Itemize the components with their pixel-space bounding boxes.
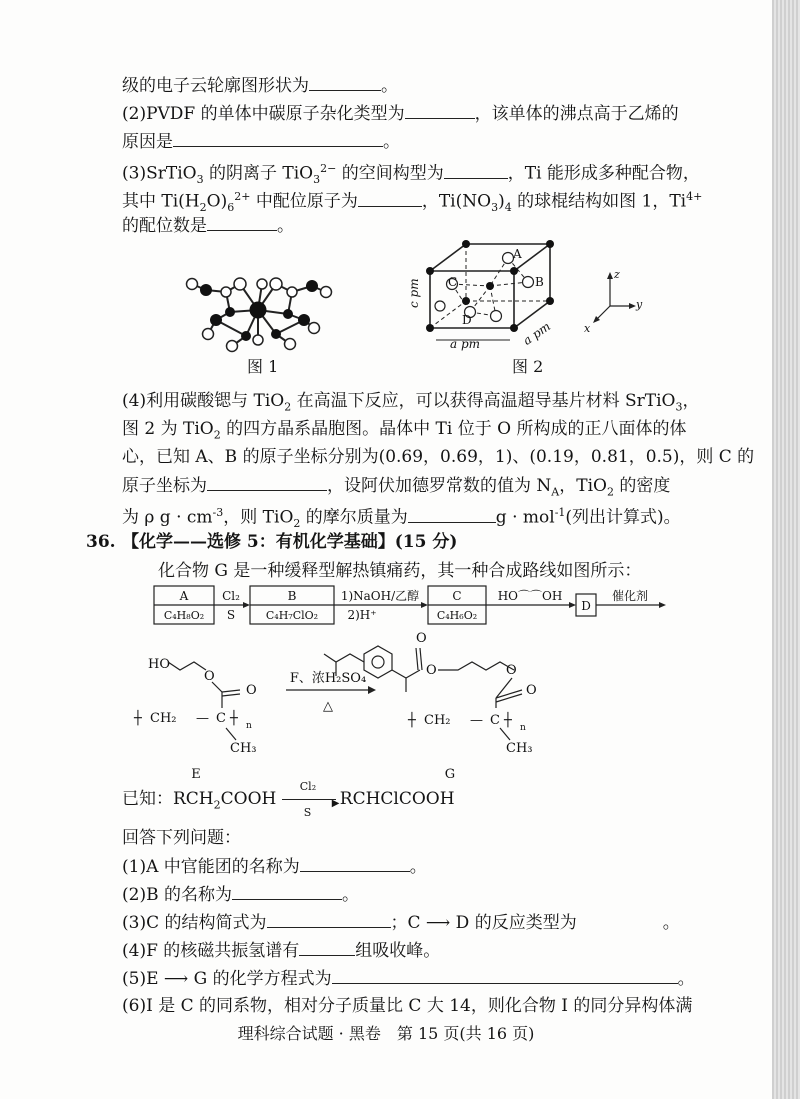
known-arrow-bottom: S xyxy=(303,805,312,819)
answer-blank xyxy=(358,190,422,207)
text: RCHClCOOH xyxy=(339,789,455,809)
answer-blank xyxy=(207,214,277,231)
part2-text: (2)PVDF 的单体中碳原子杂化类型为 xyxy=(122,104,405,124)
arrow5-heat: △ xyxy=(323,699,333,714)
known-arrow-head: ▶ xyxy=(331,797,340,809)
arrow5-head xyxy=(368,686,376,694)
text: 原子坐标为 xyxy=(122,476,207,496)
answer-blank xyxy=(309,74,381,91)
q35-part2-line2 xyxy=(122,130,400,153)
text: ；C ⟶ D 的反应类型为 xyxy=(390,913,577,933)
text: ，TiO xyxy=(559,476,607,496)
known-reaction-arrow xyxy=(282,779,340,819)
known-arrow-top: Cl₂ xyxy=(299,779,317,793)
text: 组吸收峰。 xyxy=(355,941,441,961)
e-label: E xyxy=(191,767,201,778)
sub: 3 xyxy=(675,400,683,414)
text: 中配位原子为 xyxy=(250,191,358,212)
text: ，设阿伏加德罗常数的值为 N xyxy=(327,476,552,496)
text: 的配位数是 xyxy=(122,216,207,236)
g-ester-oxygen-chain: O xyxy=(506,663,517,678)
scan-edge xyxy=(772,0,800,1099)
figure-2-unit-cell xyxy=(400,236,660,356)
text: 图 2 为 TiO xyxy=(122,419,214,439)
q35-part4-line1 xyxy=(122,390,700,418)
part2-text-b: ，该单体的沸点高于乙烯的 xyxy=(474,104,679,124)
compounds-e-g-structures xyxy=(120,628,660,778)
label-a-side: a pm xyxy=(520,319,554,348)
e-hydroxy-group: HO xyxy=(148,657,170,672)
subquestion-1 xyxy=(122,855,427,878)
known-reaction xyxy=(122,779,455,819)
sub: 2 xyxy=(284,400,292,414)
answer-blank xyxy=(299,939,355,956)
period: 。 xyxy=(341,885,359,905)
g-carbonyl-oxygen-upper: O xyxy=(416,631,427,646)
e-subscript-n: n xyxy=(246,721,252,731)
q35-part4-line2 xyxy=(122,418,686,446)
answer-blank xyxy=(232,883,342,900)
sub: A xyxy=(551,485,560,499)
axis-x-label: x xyxy=(584,322,591,335)
text: ) xyxy=(498,191,505,212)
compound-a-formula: C₄H₈O₂ xyxy=(163,609,205,622)
answer-blank xyxy=(207,474,327,491)
text: 的球棍结构如图 1，Ti xyxy=(511,191,687,212)
q35-part4-line3 xyxy=(122,446,754,468)
label-b: B xyxy=(535,275,544,289)
arrow1-reagent: Cl₂ xyxy=(222,589,240,603)
sub: 2 xyxy=(213,798,221,812)
sub: 2 xyxy=(606,485,614,499)
text: 的摩尔质量为 xyxy=(300,507,408,528)
period: 。 xyxy=(381,76,398,96)
g-carbonyl-oxygen-lower: O xyxy=(526,683,537,698)
question-36-intro: 化合物 G 是一种缓释型解热镇痛药，其一种合成路线如图所示： xyxy=(158,561,642,581)
sub: 3 xyxy=(313,173,321,187)
e-quaternary-carbon: C xyxy=(216,711,226,726)
sub: 3 xyxy=(491,201,499,215)
text: 的阴离子 TiO xyxy=(203,163,314,184)
text: (5)E ⟶ G 的化学方程式为 xyxy=(122,969,332,989)
text: g · mol xyxy=(495,507,555,528)
sub: 2 xyxy=(293,517,301,531)
sup: -3 xyxy=(212,506,224,519)
answer-blank xyxy=(332,967,678,984)
g-backbone-dash: — xyxy=(470,713,483,728)
arrow5-reagents: F、浓H₂SO₄ xyxy=(289,671,367,686)
answer-blank xyxy=(408,506,496,523)
orbital-text: 级的电子云轮廓图形状为 xyxy=(122,76,309,96)
text: ，Ti(NO xyxy=(421,191,492,212)
e-ester-oxygen: O xyxy=(204,669,215,684)
e-methyl: CH₃ xyxy=(230,741,257,756)
q35-line-orbital xyxy=(122,74,398,97)
period: 。 xyxy=(277,216,294,236)
e-carbonyl-oxygen: O xyxy=(246,683,257,698)
compound-b-label: B xyxy=(287,589,297,603)
answer-blank xyxy=(300,855,410,872)
sup: -1 xyxy=(554,506,566,519)
compound-d-label: D xyxy=(581,599,591,613)
sup: 2+ xyxy=(234,190,251,203)
period: 。 xyxy=(409,857,427,877)
subquestion-5 xyxy=(122,967,695,990)
period: 。 xyxy=(383,132,400,152)
label-a-bottom: a pm xyxy=(450,337,481,351)
period: 。 xyxy=(677,969,695,989)
arrow3-reagent: HO⌒⌒OH xyxy=(497,589,563,603)
text: (1)A 中官能团的名称为 xyxy=(122,857,300,877)
sup: 4+ xyxy=(686,190,703,203)
text: (3)SrTiO xyxy=(122,163,197,184)
text: 其中 Ti(H xyxy=(122,191,200,212)
arrow1-condition: S xyxy=(226,608,236,622)
label-c-edge: c pm xyxy=(407,278,421,308)
g-polymer-bracket-right: ┼ xyxy=(504,713,512,728)
q35-part3-line3 xyxy=(122,214,294,237)
known-arrow-shaft xyxy=(282,799,336,800)
text: (2)B 的名称为 xyxy=(122,885,232,905)
text: 为 ρ g · cm xyxy=(122,507,213,528)
text: ， xyxy=(682,391,700,411)
answer-blank xyxy=(173,130,383,147)
axis-z-label: z xyxy=(614,268,620,281)
arrow2-reagent: 1)NaOH/乙醇 xyxy=(340,589,420,603)
g-polymer-bracket-left: ┼ xyxy=(408,713,416,728)
text: 的空间构型为 xyxy=(336,163,444,184)
e-polymer-bracket-right: ┼ xyxy=(230,711,238,726)
sup: 2− xyxy=(320,162,337,175)
subquestion-2 xyxy=(122,883,359,906)
synthesis-route xyxy=(150,580,670,630)
g-ch2: CH₂ xyxy=(424,713,451,728)
page-footer: 理科综合试题 · 黑卷 第 15 页(共 16 页) xyxy=(237,1024,535,1043)
label-d: D xyxy=(462,313,472,327)
e-backbone-dash: — xyxy=(196,711,209,726)
text: (4)利用碳酸锶与 TiO xyxy=(122,391,285,411)
figure-1-ball-and-stick xyxy=(180,262,340,358)
g-label: G xyxy=(444,767,456,778)
text: 心，已知 A、B 的原子坐标分别为(0.69，0.69，1)、(0.19，0.81，0.5)，则 C 的 xyxy=(122,447,755,467)
g-subscript-n: n xyxy=(520,723,526,733)
g-ester-oxygen: O xyxy=(426,663,437,678)
text: ，Ti 能形成多种配合物， xyxy=(507,163,700,184)
text: O) xyxy=(206,191,228,212)
e-ch2: CH₂ xyxy=(150,711,177,726)
text: 的密度 xyxy=(613,476,671,496)
arrow2-condition: 2)H⁺ xyxy=(347,608,377,622)
sub: 2 xyxy=(213,428,221,442)
subquestion-3 xyxy=(122,911,680,934)
arrow4-catalyst: 催化剂 xyxy=(611,589,649,603)
answer-blank xyxy=(267,911,391,928)
text: COOH xyxy=(220,789,277,809)
question-36-number: 36. xyxy=(86,532,116,552)
answer-blank xyxy=(444,162,508,179)
sub: 6 xyxy=(227,201,235,215)
e-polymer-bracket-left: ┼ xyxy=(134,711,142,726)
figure-2-caption: 图 2 xyxy=(512,357,544,376)
compound-b-formula: C₄H₇ClO₂ xyxy=(265,609,319,622)
question-36-header: 【化学——选修 5：有机化学基础】(15 分) xyxy=(122,532,458,552)
label-c: C xyxy=(448,275,458,289)
subquestion-4 xyxy=(122,939,440,962)
text: 的四方晶系晶胞图。晶体中 Ti 位于 O 所构成的正八面体的体 xyxy=(220,419,687,439)
q35-part4-line4 xyxy=(122,474,670,503)
answer-intro: 回答下列问题： xyxy=(122,828,241,848)
compound-c-label: C xyxy=(452,589,462,603)
g-methyl: CH₃ xyxy=(506,741,533,756)
text: 在高温下反应，可以获得高温超导基片材料 SrTiO xyxy=(291,391,676,411)
text: (4)F 的核磁共振氢谱有 xyxy=(122,941,300,961)
text: ，则 TiO xyxy=(223,507,294,528)
compound-a-label: A xyxy=(179,589,189,603)
period: 。 xyxy=(662,913,680,933)
q35-part2-line1 xyxy=(122,102,679,125)
part2-reason: 原因是 xyxy=(122,132,173,152)
text: 已知：RCH xyxy=(122,789,214,809)
g-quaternary-carbon: C xyxy=(490,713,500,728)
answer-blank xyxy=(405,102,475,119)
label-a: A xyxy=(513,247,522,261)
text: (3)C 的结构简式为 xyxy=(122,913,267,933)
sub: 3 xyxy=(196,173,204,187)
compound-c-formula: C₄H₆O₂ xyxy=(436,609,478,622)
figure-1-caption: 图 1 xyxy=(247,357,279,376)
text: (列出计算式)。 xyxy=(565,507,681,528)
subquestion-6: (6)I 是 C 的同系物，相对分子质量比 C 大 14，则化合物 I 的同分异构体满 xyxy=(122,996,693,1016)
sub: 4 xyxy=(504,201,512,215)
answer-space xyxy=(577,912,663,928)
axis-y-label: y xyxy=(636,298,643,311)
sub: 2 xyxy=(199,201,207,215)
